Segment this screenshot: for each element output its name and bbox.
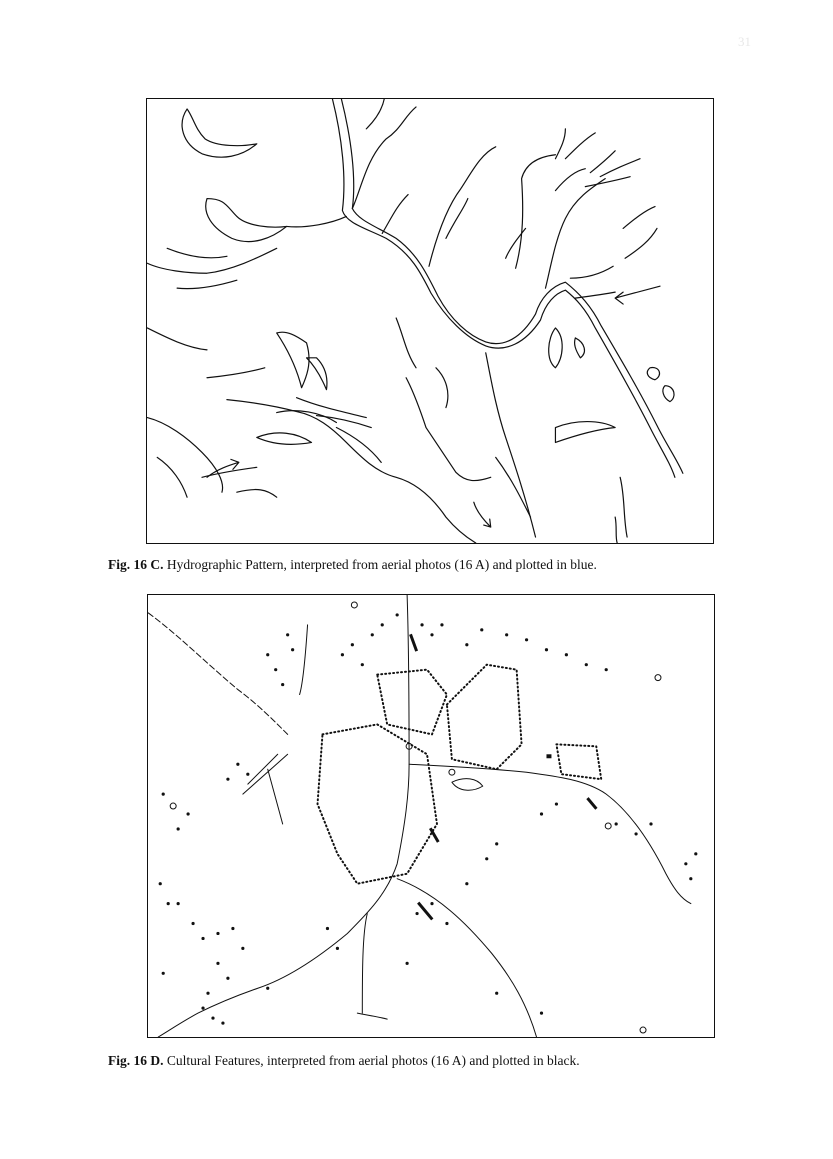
hydrographic-map [146,98,714,544]
tributary [565,133,595,159]
figure-caption-text: Cultural Features, interpreted from aerial photos (16 A) and plotted in black. [166,1053,580,1068]
road [300,625,308,695]
town-block [318,724,437,883]
road [397,879,536,1037]
stream [287,216,347,226]
cultural-features-map [147,594,715,1038]
stream [496,457,531,517]
stream [237,490,277,498]
stream [202,467,257,477]
tributary [555,129,565,159]
tributary [575,292,615,298]
landmark-circle [351,602,357,608]
town-block [377,670,447,735]
tributary [590,151,615,173]
road [158,595,409,1037]
stream [147,328,207,350]
town-block [556,744,601,779]
tributary [516,155,556,268]
landmark-circle [640,1027,646,1033]
figure-caption-16d [108,1053,580,1069]
main-river-bank-north [332,99,674,477]
hydrographic-map-drawing [147,99,713,543]
stream [486,353,536,537]
main-river-bank-south [341,99,682,473]
tributary [570,266,613,278]
tributary [366,99,384,129]
tributary [446,199,468,239]
figure-caption-16c [108,557,597,573]
airstrip [243,754,288,824]
cultural-features-drawing [148,595,714,1037]
lake [307,358,327,390]
tributary [352,107,416,209]
railway-line [148,613,287,734]
lake [436,368,448,408]
stream [207,368,265,378]
landmark-circle [449,769,455,775]
page-number: 31 [738,34,751,49]
figure-label: Fig. 16 C. [108,557,164,572]
tributary [625,228,657,258]
lake [336,428,381,463]
landmark-circle [655,675,661,681]
settlement-dots [159,613,698,1024]
stream [167,248,227,258]
stream [147,248,276,273]
figure-label: Fig. 16 D. [108,1053,164,1068]
stream [396,318,416,368]
stream [620,477,627,537]
stream [147,418,222,493]
arrow-flow [474,502,491,527]
lake [257,433,312,444]
lake [549,328,562,368]
lake [406,378,491,481]
lake [555,422,615,443]
stream [615,517,617,543]
landmark-circle [170,803,176,809]
road [357,1013,387,1019]
town-block [447,665,522,770]
arrow-flow [615,286,660,304]
stream [177,280,237,288]
oxbow-lake [206,199,287,242]
stream [157,457,187,497]
lake [575,338,585,358]
arrow-flow [207,459,239,477]
pond [663,386,674,402]
tributary [382,195,408,234]
tributary [600,159,640,177]
tributary [555,169,585,191]
tributary [429,147,496,266]
lake [452,779,483,791]
landmark-circle [605,823,611,829]
tributary [623,207,655,229]
road [362,914,367,1014]
road [409,764,691,903]
pond [647,368,659,380]
building-bars [409,634,597,921]
oxbow-lake [182,109,257,157]
figure-caption-text: Hydrographic Pattern, interpreted from aerial photos (16 A) and plotted in blue. [166,557,597,572]
tributary [506,228,526,258]
tributary [585,177,630,187]
lake [277,332,309,388]
tributary [545,179,605,289]
